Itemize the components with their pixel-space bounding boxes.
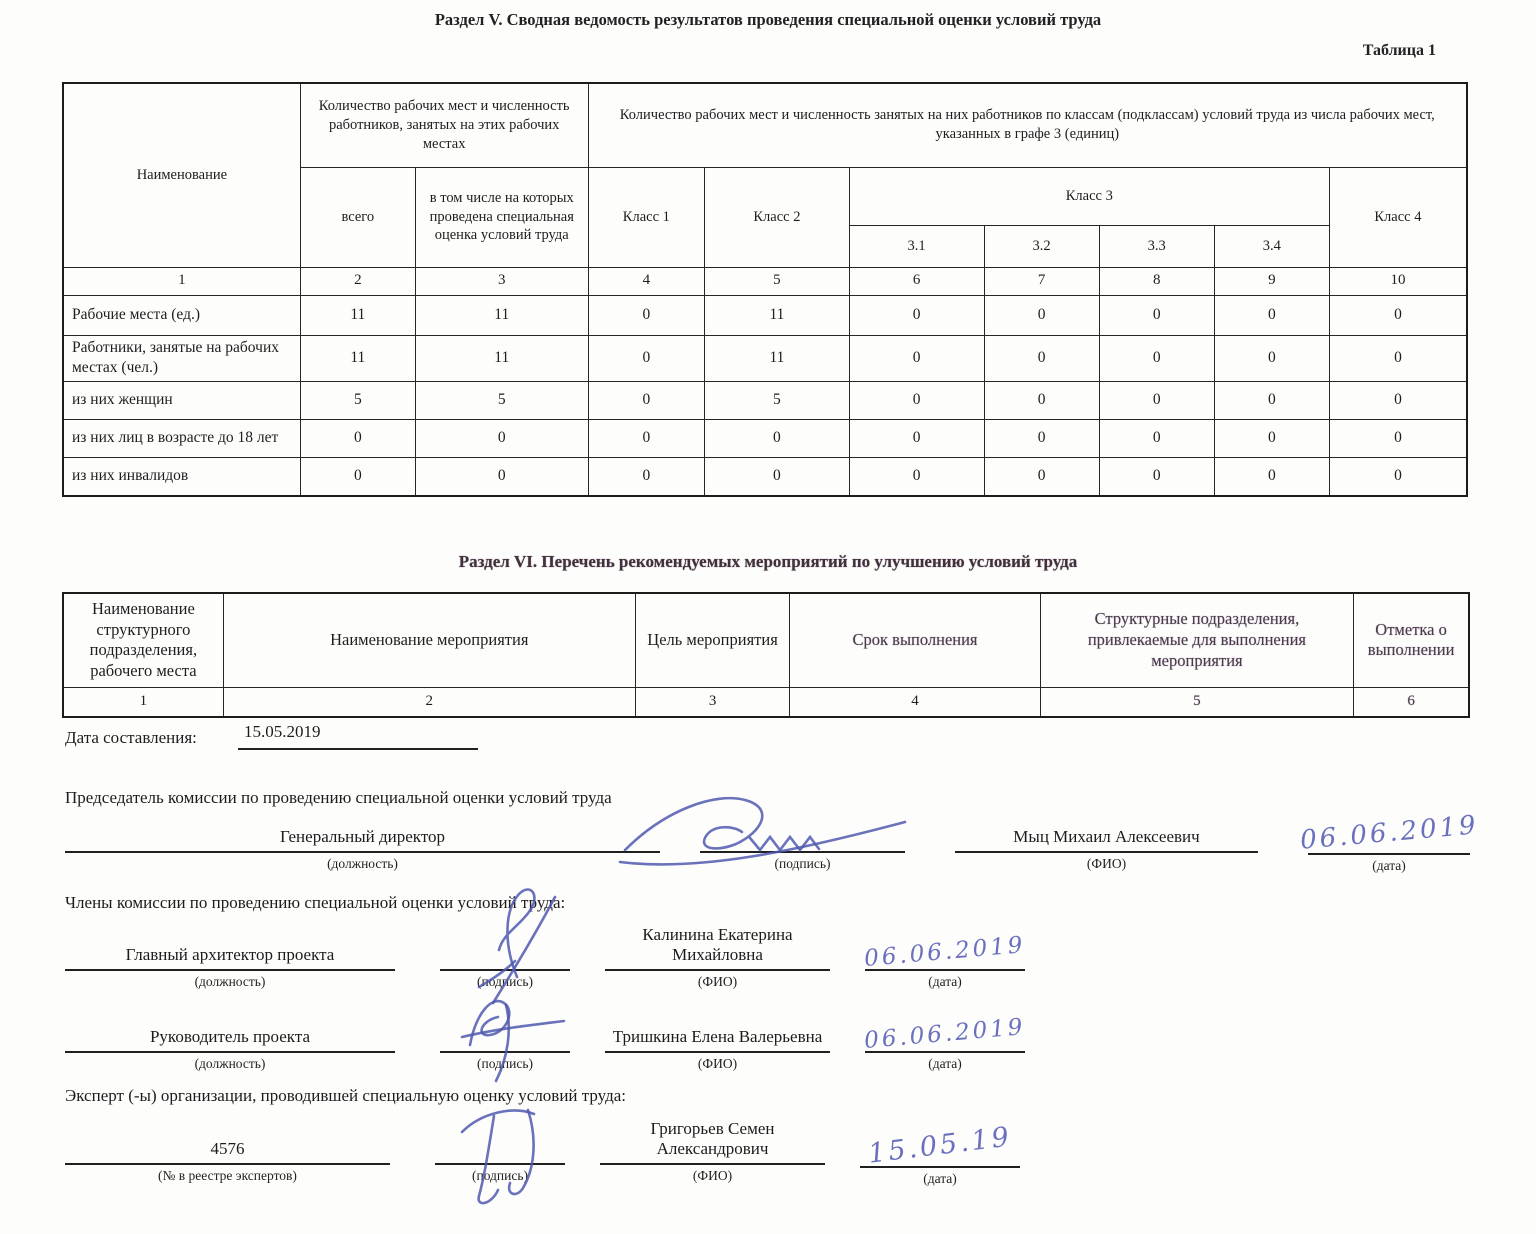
header-assessed: в том числе на которых проведена специальная оценка условий труда <box>415 167 588 267</box>
col-number: 10 <box>1329 267 1467 295</box>
member1-signature-field <box>440 936 570 990</box>
header-group-workplaces: Количество рабочих мест и численность работников, занятых на этих рабочих местах <box>300 83 588 167</box>
cell-value: 5 <box>415 381 588 419</box>
col-number: 6 <box>1354 687 1469 717</box>
header-total: всего <box>300 167 415 267</box>
cell-value: 0 <box>1329 457 1467 496</box>
table1-label: Таблица 1 <box>1362 42 1436 59</box>
cell-value: 11 <box>300 295 415 335</box>
cell-value: 0 <box>1099 295 1214 335</box>
expert-date-handwritten: 15.05.19 <box>866 1121 1014 1170</box>
member2-name-field <box>605 996 830 1072</box>
name-caption: (ФИО) <box>697 974 738 989</box>
col-number: 1 <box>63 267 300 295</box>
chairman-date-field <box>1298 810 1480 874</box>
col-number: 2 <box>223 687 635 717</box>
t2-header: Срок выполнения <box>790 593 1040 687</box>
col-number: 1 <box>63 687 223 717</box>
signature-caption: (подпись) <box>774 856 831 871</box>
cell-value: 0 <box>1099 335 1214 381</box>
expert-name-field <box>600 1108 825 1184</box>
col-number: 3 <box>415 267 588 295</box>
cell-value: 0 <box>1214 457 1329 496</box>
cell-value: 0 <box>849 457 984 496</box>
expert-date-field <box>860 1121 1020 1187</box>
col-number: 6 <box>849 267 984 295</box>
cell-value: 5 <box>300 381 415 419</box>
chairman-date-handwritten: 06.06.2019 <box>1298 810 1480 856</box>
chairman-name-field <box>955 818 1258 872</box>
cell-value: 0 <box>588 335 705 381</box>
cell-value: 0 <box>588 419 705 457</box>
expert-name: Григорьев Семен Александрович <box>650 1118 775 1159</box>
cell-value: 0 <box>588 295 705 335</box>
member1-name-field <box>605 914 830 990</box>
cell-value: 0 <box>705 419 850 457</box>
name-caption: (ФИО) <box>697 1056 738 1071</box>
section5-title: Раздел V. Сводная ведомость результатов проведения специальной оценки условий труда <box>434 10 1102 29</box>
member2-signature-field <box>440 1018 570 1072</box>
cell-value: 0 <box>588 381 705 419</box>
cell-value: 0 <box>1329 295 1467 335</box>
row-label: из них женщин <box>63 381 300 419</box>
signature-caption: (подпись) <box>476 974 534 989</box>
col-number: 4 <box>588 267 705 295</box>
chairman-signature-field <box>700 818 905 872</box>
header-name: Наименование <box>63 83 300 267</box>
cell-value: 0 <box>984 419 1099 457</box>
expert-heading: Эксперт (-ы) организации, проводившей специальную оценку условий труда: <box>65 1086 627 1105</box>
date-caption: (дата) <box>923 1170 957 1186</box>
cell-value: 0 <box>1099 419 1214 457</box>
t2-header: Цель мероприятия <box>635 593 790 687</box>
col-number: 8 <box>1099 267 1214 295</box>
header-group-classes: Количество рабочих мест и численность занятых на них работников по классам (подклассам) условий труда из числа рабочих мест, указанных в графе 3 (единиц) <box>588 83 1467 167</box>
t2-header: Отметка о выполнении <box>1354 593 1469 687</box>
cell-value: 0 <box>300 457 415 496</box>
cell-value: 0 <box>1099 381 1214 419</box>
member2-date-field <box>863 1013 1027 1072</box>
member1-name: Калинина Екатерина Михайловна <box>642 924 793 965</box>
header-class4: Класс 4 <box>1329 167 1467 267</box>
cell-value: 0 <box>984 335 1099 381</box>
cell-value: 11 <box>415 335 588 381</box>
cell-value: 0 <box>1214 335 1329 381</box>
col-number: 3 <box>635 687 790 717</box>
col-number: 2 <box>300 267 415 295</box>
t2-header: Структурные подразделения, привлекаемые для выполнения мероприятия <box>1040 593 1354 687</box>
header-sub33: 3.3 <box>1099 225 1214 267</box>
compose-date-value: 15.05.2019 <box>238 722 478 750</box>
section6-title: Раздел VI. Перечень рекомендуемых мероприятий по улучшению условий труда <box>458 552 1078 571</box>
col-number: 7 <box>984 267 1099 295</box>
chairman-name: Мыц Михаил Алексеевич <box>1013 827 1200 847</box>
date-caption: (дата) <box>928 1056 962 1071</box>
cell-value: 11 <box>300 335 415 381</box>
cell-value: 11 <box>705 295 850 335</box>
t2-header: Наименование структурного подразделения, рабочего места <box>63 593 223 687</box>
row-label: из них инвалидов <box>63 457 300 496</box>
col-number: 9 <box>1214 267 1329 295</box>
position-caption: (должность) <box>194 1056 266 1071</box>
cell-value: 0 <box>415 457 588 496</box>
chairman-position: Генеральный директор <box>279 827 446 847</box>
cell-value: 0 <box>849 295 984 335</box>
cell-value: 0 <box>1214 419 1329 457</box>
member1-date-field <box>863 931 1027 990</box>
col-number: 4 <box>790 687 1040 717</box>
header-class2: Класс 2 <box>705 167 850 267</box>
expert-registry-number: 4576 <box>210 1139 245 1159</box>
row-label: Рабочие места (ед.) <box>63 295 300 335</box>
cell-value: 0 <box>1329 381 1467 419</box>
header-class3: Класс 3 <box>849 167 1329 225</box>
member1-position: Главный архитектор проекта <box>125 945 335 965</box>
signature-caption: (подпись) <box>471 1168 529 1183</box>
header-sub32: 3.2 <box>984 225 1099 267</box>
cell-value: 0 <box>984 381 1099 419</box>
member2-position: Руководитель проекта <box>149 1027 311 1047</box>
cell-value: 0 <box>300 419 415 457</box>
header-sub34: 3.4 <box>1214 225 1329 267</box>
cell-value: 0 <box>705 457 850 496</box>
t2-header: Наименование мероприятия <box>223 593 635 687</box>
header-sub31: 3.1 <box>849 225 984 267</box>
cell-value: 0 <box>1214 381 1329 419</box>
signature-caption: (подпись) <box>476 1056 534 1071</box>
compose-date-label: Дата составления: <box>65 728 197 747</box>
row-label: из них лиц в возрасте до 18 лет <box>63 419 300 457</box>
cell-value: 0 <box>984 295 1099 335</box>
chairman-position-field <box>65 818 660 872</box>
cell-value: 5 <box>705 381 850 419</box>
expert-signature-field <box>435 1130 565 1184</box>
date-caption: (дата) <box>928 974 962 989</box>
cell-value: 0 <box>849 335 984 381</box>
cell-value: 0 <box>415 419 588 457</box>
cell-value: 0 <box>984 457 1099 496</box>
col-number: 5 <box>705 267 850 295</box>
cell-value: 0 <box>588 457 705 496</box>
position-caption: (должность) <box>327 856 398 871</box>
summary-table <box>62 82 1468 497</box>
name-caption: (ФИО) <box>692 1168 733 1183</box>
name-caption: (ФИО) <box>1086 856 1127 871</box>
header-class1: Класс 1 <box>588 167 705 267</box>
cell-value: 0 <box>1329 335 1467 381</box>
members-heading: Члены комиссии по проведению специальной оценки условий труда: <box>65 893 566 912</box>
row-label: Работники, занятые на рабочих местах (чел.) <box>63 335 300 381</box>
cell-value: 11 <box>415 295 588 335</box>
cell-value: 0 <box>849 419 984 457</box>
member2-date-handwritten: 06.06.2019 <box>863 1013 1027 1054</box>
cell-value: 0 <box>849 381 984 419</box>
cell-value: 11 <box>705 335 850 381</box>
cell-value: 0 <box>1214 295 1329 335</box>
member2-position-field <box>65 1018 395 1072</box>
cell-value: 0 <box>1099 457 1214 496</box>
position-caption: (должность) <box>194 974 266 989</box>
chairman-heading: Председатель комиссии по проведению специальной оценки условий труда <box>65 788 612 807</box>
actions-table <box>62 592 1470 718</box>
member1-date-handwritten: 06.06.2019 <box>863 931 1027 972</box>
date-caption: (дата) <box>1372 857 1406 873</box>
cell-value: 0 <box>1329 419 1467 457</box>
member2-name: Тришкина Елена Валерьевна <box>612 1027 823 1047</box>
expert-registry-field <box>65 1130 390 1184</box>
registry-caption: (№ в реестре экспертов) <box>158 1168 297 1183</box>
col-number: 5 <box>1040 687 1354 717</box>
member1-position-field <box>65 936 395 990</box>
